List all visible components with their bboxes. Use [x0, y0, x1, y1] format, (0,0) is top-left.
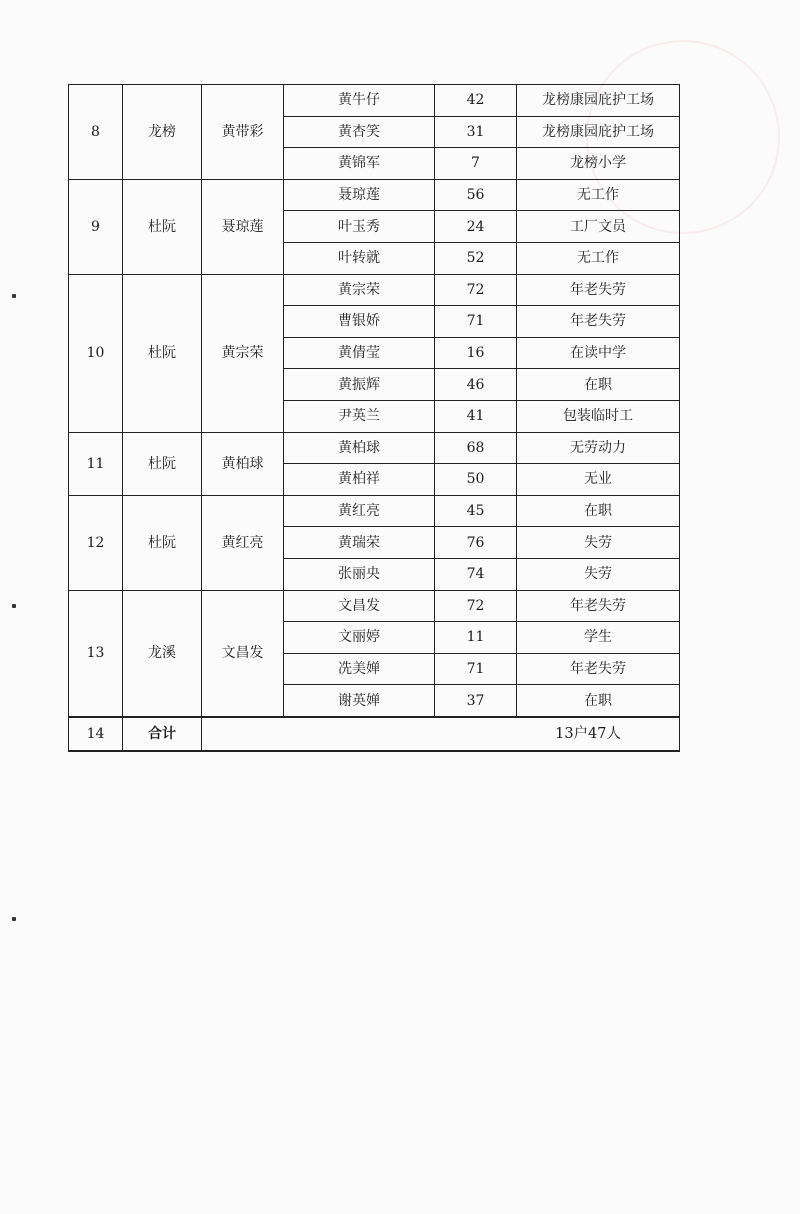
member-age-cell: 72: [435, 590, 517, 622]
householder-cell: 文昌发: [202, 590, 284, 717]
member-name-cell: 黄牛仔: [284, 85, 435, 117]
member-name-cell: 黄瑞荣: [284, 527, 435, 559]
member-name-cell: 谢英婵: [284, 685, 435, 717]
member-age-cell: 74: [435, 558, 517, 590]
village-cell: 杜阮: [123, 432, 202, 495]
village-cell: 杜阮: [123, 495, 202, 590]
member-status-cell: 年老失劳: [517, 306, 680, 338]
village-cell: 龙榜: [123, 85, 202, 180]
member-status-cell: 失劳: [517, 527, 680, 559]
member-name-cell: 黄锦军: [284, 148, 435, 180]
householder-cell: 黄柏球: [202, 432, 284, 495]
member-age-cell: 16: [435, 337, 517, 369]
member-status-cell: 龙榜康园庇护工场: [517, 85, 680, 117]
member-status-cell: 无工作: [517, 179, 680, 211]
householder-cell: 黄红亮: [202, 495, 284, 590]
member-status-cell: 包装临时工: [517, 400, 680, 432]
member-status-cell: 学生: [517, 622, 680, 654]
member-age-cell: 37: [435, 685, 517, 717]
total-label-cell: 合计: [123, 717, 202, 751]
village-cell: 杜阮: [123, 274, 202, 432]
member-age-cell: 7: [435, 148, 517, 180]
member-age-cell: 56: [435, 179, 517, 211]
table-row: [69, 179, 680, 211]
member-name-cell: 曹银娇: [284, 306, 435, 338]
household-number-cell: 13: [69, 590, 123, 717]
member-name-cell: 冼美婵: [284, 653, 435, 685]
table-row: [69, 432, 680, 464]
member-name-cell: 黄柏祥: [284, 464, 435, 496]
member-status-cell: 年老失劳: [517, 653, 680, 685]
member-name-cell: 黄杏笑: [284, 116, 435, 148]
member-age-cell: 41: [435, 400, 517, 432]
total-number-cell: 14: [69, 717, 123, 751]
member-name-cell: 聂琼莲: [284, 179, 435, 211]
member-age-cell: 45: [435, 495, 517, 527]
roster-body: [69, 85, 680, 751]
member-age-cell: 68: [435, 432, 517, 464]
member-name-cell: 文丽婷: [284, 622, 435, 654]
member-age-cell: 24: [435, 211, 517, 243]
member-age-cell: 11: [435, 622, 517, 654]
household-roster-table: [68, 84, 680, 752]
member-status-cell: 在职: [517, 369, 680, 401]
member-status-cell: 无劳动力: [517, 432, 680, 464]
member-status-cell: 龙榜康园庇护工场: [517, 116, 680, 148]
village-cell: 龙溪: [123, 590, 202, 717]
member-name-cell: 黄倩莹: [284, 337, 435, 369]
scan-speck: [12, 917, 16, 921]
scan-speck: [12, 294, 16, 298]
member-age-cell: 52: [435, 242, 517, 274]
total-summary-cell: 13户47人: [202, 717, 680, 751]
member-status-cell: 在职: [517, 495, 680, 527]
member-status-cell: 失劳: [517, 558, 680, 590]
member-age-cell: 71: [435, 306, 517, 338]
household-number-cell: 8: [69, 85, 123, 180]
householder-cell: 黄带彩: [202, 85, 284, 180]
member-name-cell: 叶玉秀: [284, 211, 435, 243]
member-status-cell: 无业: [517, 464, 680, 496]
household-number-cell: 12: [69, 495, 123, 590]
member-status-cell: 工厂文员: [517, 211, 680, 243]
table-row: [69, 274, 680, 306]
table-row: [69, 85, 680, 117]
member-age-cell: 31: [435, 116, 517, 148]
member-name-cell: 黄红亮: [284, 495, 435, 527]
table-row: [69, 590, 680, 622]
member-name-cell: 黄振辉: [284, 369, 435, 401]
member-name-cell: 黄宗荣: [284, 274, 435, 306]
member-status-cell: 龙榜小学: [517, 148, 680, 180]
householder-cell: 聂琼莲: [202, 179, 284, 274]
member-name-cell: 叶转就: [284, 242, 435, 274]
member-status-cell: 无工作: [517, 242, 680, 274]
member-name-cell: 黄柏球: [284, 432, 435, 464]
household-number-cell: 9: [69, 179, 123, 274]
member-age-cell: 50: [435, 464, 517, 496]
scan-speck: [12, 604, 16, 608]
member-status-cell: 年老失劳: [517, 274, 680, 306]
village-cell: 杜阮: [123, 179, 202, 274]
household-number-cell: 10: [69, 274, 123, 432]
total-row: [69, 717, 680, 751]
member-age-cell: 76: [435, 527, 517, 559]
member-name-cell: 尹英兰: [284, 400, 435, 432]
member-age-cell: 71: [435, 653, 517, 685]
table-row: [69, 495, 680, 527]
member-status-cell: 年老失劳: [517, 590, 680, 622]
member-name-cell: 张丽央: [284, 558, 435, 590]
member-name-cell: 文昌发: [284, 590, 435, 622]
member-status-cell: 在读中学: [517, 337, 680, 369]
householder-cell: 黄宗荣: [202, 274, 284, 432]
member-status-cell: 在职: [517, 685, 680, 717]
member-age-cell: 46: [435, 369, 517, 401]
member-age-cell: 42: [435, 85, 517, 117]
household-number-cell: 11: [69, 432, 123, 495]
member-age-cell: 72: [435, 274, 517, 306]
